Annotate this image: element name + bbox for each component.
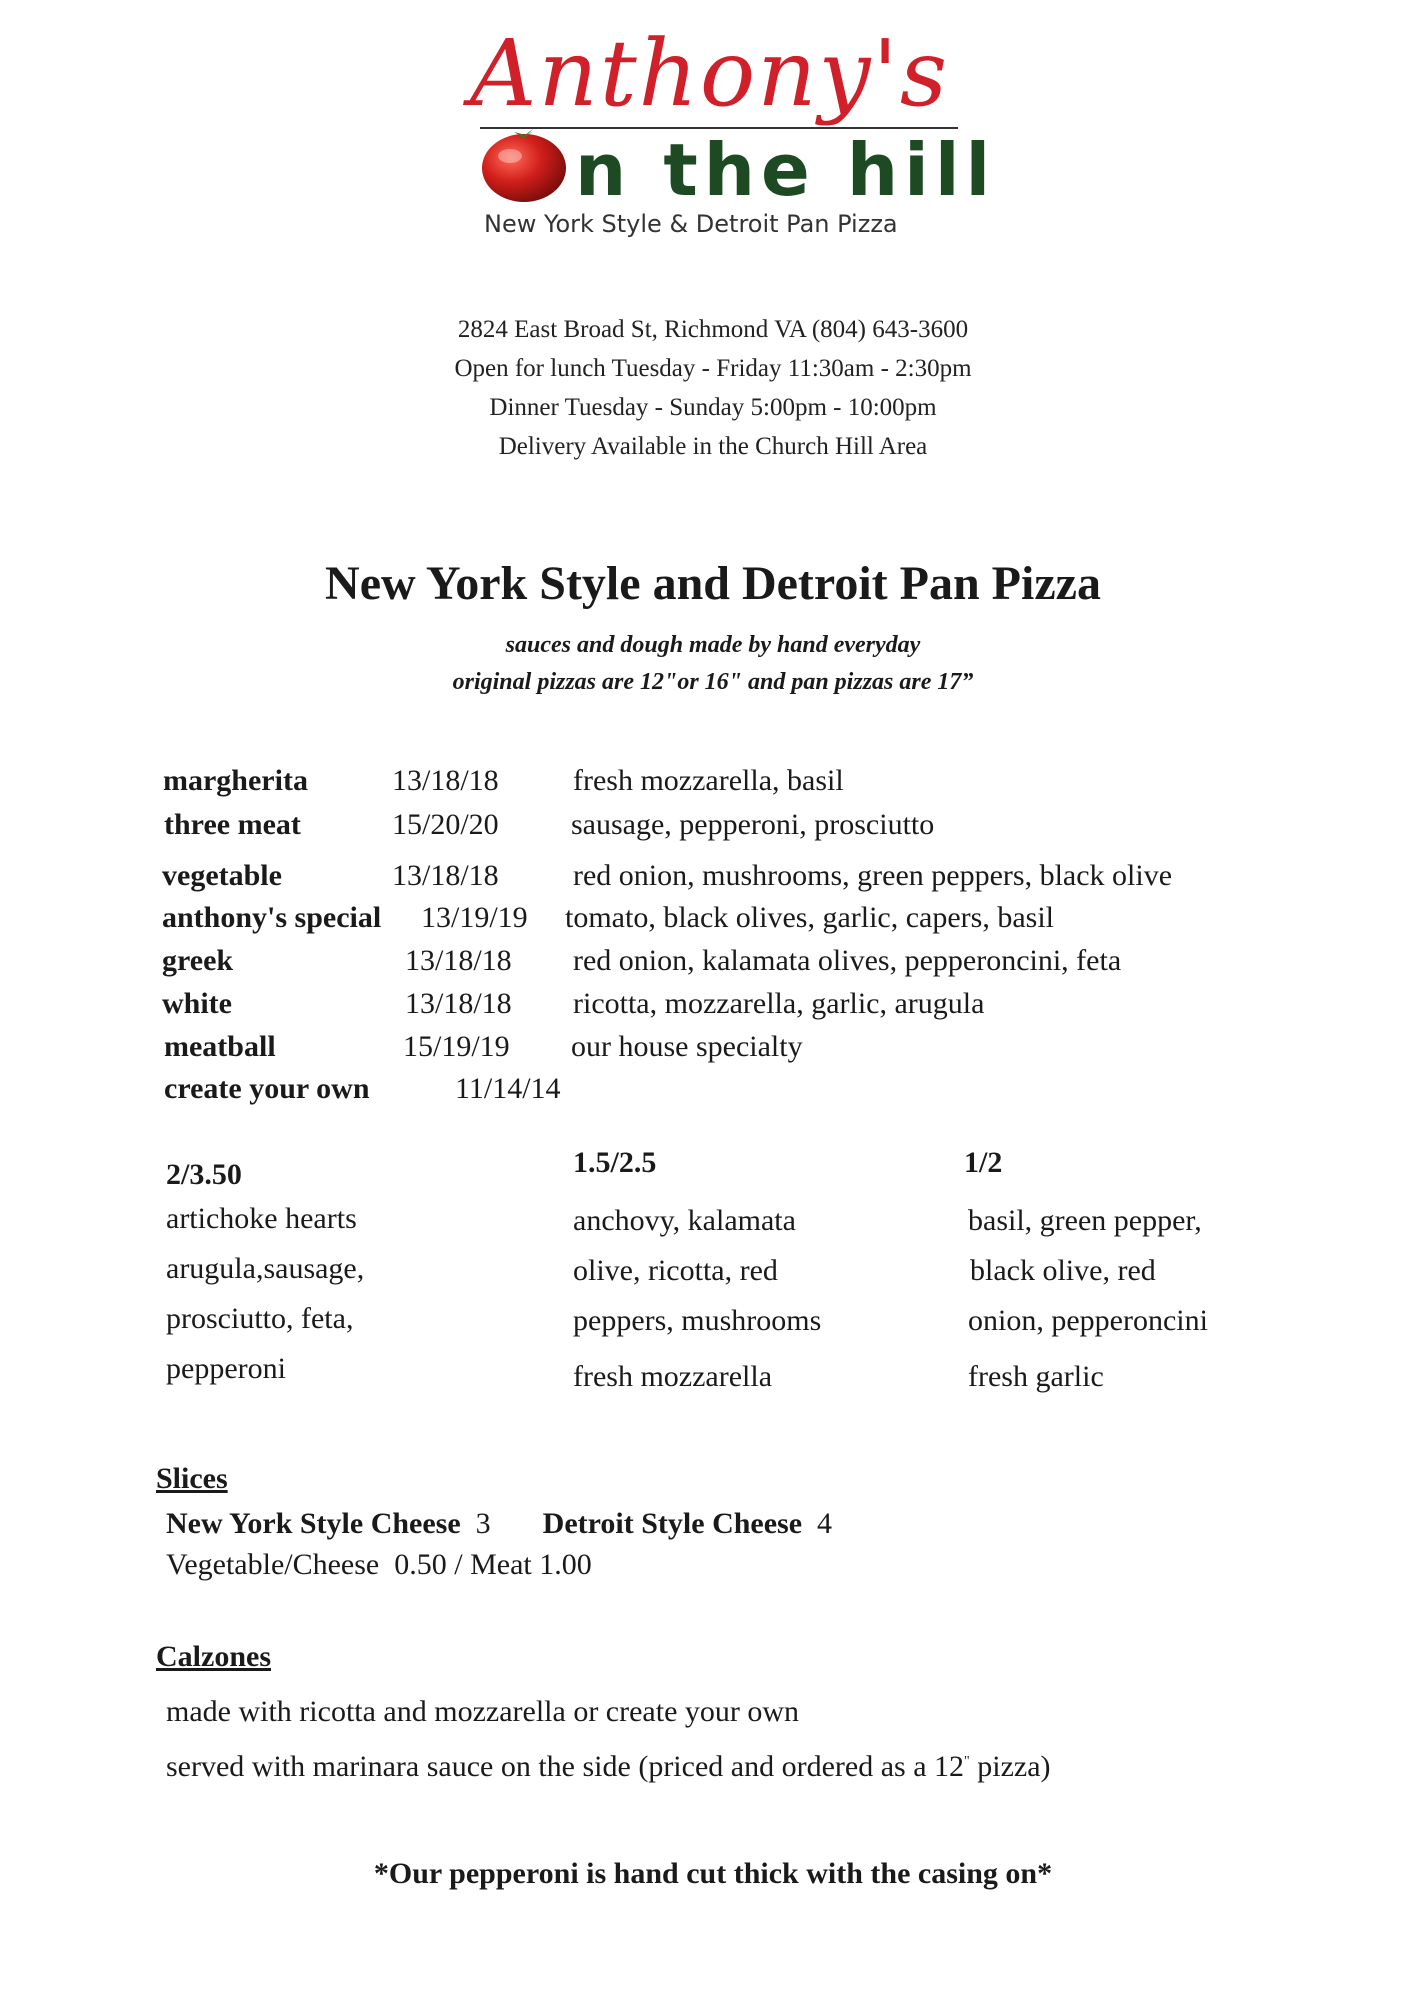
pizza-desc: ricotta, mozzarella, garlic, arugula — [573, 987, 985, 1020]
topping-line: onion, pepperoncini — [968, 1304, 1208, 1337]
pizza-name: margherita — [163, 764, 308, 797]
pizza-desc: sausage, pepperoni, prosciutto — [571, 808, 935, 841]
dinner-hours: Dinner Tuesday - Sunday 5:00pm - 10:00pm — [489, 394, 937, 421]
detroit-slice-price: 4 — [817, 1507, 833, 1540]
pizza-price: 13/19/19 — [421, 901, 528, 934]
pizza-price: 15/19/19 — [403, 1030, 510, 1063]
topping-line: olive, ricotta, red — [573, 1254, 778, 1287]
pizza-name: anthony's special — [162, 901, 382, 934]
pizza-name: greek — [162, 944, 234, 977]
calzone-serving — [166, 1750, 1051, 1784]
topping-line: peppers, mushrooms — [573, 1304, 822, 1337]
topping-line: arugula,sausage, — [166, 1252, 365, 1285]
slices-heading: Slices — [156, 1462, 228, 1495]
pizza-desc: red onion, mushrooms, green peppers, black olive — [573, 859, 1173, 892]
topping-price-tier: 1.5/2.5 — [573, 1146, 657, 1179]
pizza-desc: red onion, kalamata olives, pepperoncini, feta — [573, 944, 1122, 977]
topping-price-tier: 1/2 — [964, 1146, 1003, 1179]
pizza-price: 15/20/20 — [392, 808, 499, 841]
lunch-hours: Open for lunch Tuesday - Friday 11:30am - 2:30pm — [454, 355, 972, 382]
calzone-serving-text: served with marinara sauce on the side (priced and ordered as a 12 — [166, 1750, 965, 1783]
calzones-heading: Calzones — [156, 1640, 271, 1673]
pizza-name: three meat — [164, 808, 301, 841]
pizza-desc: our house specialty — [571, 1030, 803, 1063]
topping-price-tier: 2/3.50 — [166, 1158, 242, 1191]
logo-wordmark: n the hill — [575, 128, 997, 212]
logo-tagline: New York Style & Detroit Pan Pizza — [484, 210, 898, 238]
calzone-serving-end: pizza) — [969, 1750, 1051, 1783]
ny-slice-price: 3 — [475, 1507, 491, 1540]
topping-line: basil, green pepper, — [968, 1204, 1202, 1237]
pizza-price: 13/18/18 — [405, 987, 512, 1020]
detroit-slice-label: Detroit Style Cheese — [542, 1507, 803, 1540]
delivery-note: Delivery Available in the Church Hill Area — [498, 433, 928, 460]
topping-line: anchovy, kalamata — [573, 1204, 796, 1237]
pizza-price: 13/18/18 — [405, 944, 512, 977]
topping-line: pepperoni — [166, 1352, 286, 1385]
slice-extras: Vegetable/Cheese 0.50 / Meat 1.00 — [166, 1548, 592, 1581]
topping-line: prosciutto, feta, — [166, 1302, 354, 1335]
pizza-desc: fresh mozzarella, basil — [573, 764, 844, 797]
pizza-name: white — [162, 987, 232, 1020]
topping-line: artichoke hearts — [166, 1202, 357, 1235]
pizza-price: 13/18/18 — [392, 859, 499, 892]
inch-mark: " — [964, 1754, 970, 1769]
pepperoni-note: *Our pepperoni is hand cut thick with the casing on* — [373, 1857, 1053, 1890]
topping-line: black olive, red — [970, 1254, 1156, 1287]
tomato-icon — [480, 122, 568, 204]
topping-line: fresh mozzarella — [573, 1360, 773, 1393]
address-line: 2824 East Broad St, Richmond VA (804) 643-3600 — [457, 316, 969, 343]
pizza-desc: tomato, black olives, garlic, capers, basil — [565, 901, 1055, 934]
slices-row — [166, 1507, 832, 1541]
subtitle-dough: sauces and dough made by hand everyday — [505, 632, 921, 658]
subtitle-sizes: original pizzas are 12"or 16" and pan pizzas are 17” — [452, 669, 974, 695]
menu-title: New York Style and Detroit Pan Pizza — [325, 557, 1101, 610]
pizza-name: meatball — [164, 1030, 276, 1063]
ny-slice-label: New York Style Cheese — [166, 1507, 461, 1540]
topping-line: fresh garlic — [968, 1360, 1104, 1393]
pizza-price: 13/18/18 — [392, 764, 499, 797]
logo-script-name: Anthony's — [470, 20, 950, 127]
pizza-name: vegetable — [162, 859, 282, 892]
pizza-name: create your own — [164, 1072, 370, 1105]
pizza-price: 11/14/14 — [455, 1072, 561, 1105]
calzone-description: made with ricotta and mozzarella or create your own — [166, 1695, 800, 1728]
